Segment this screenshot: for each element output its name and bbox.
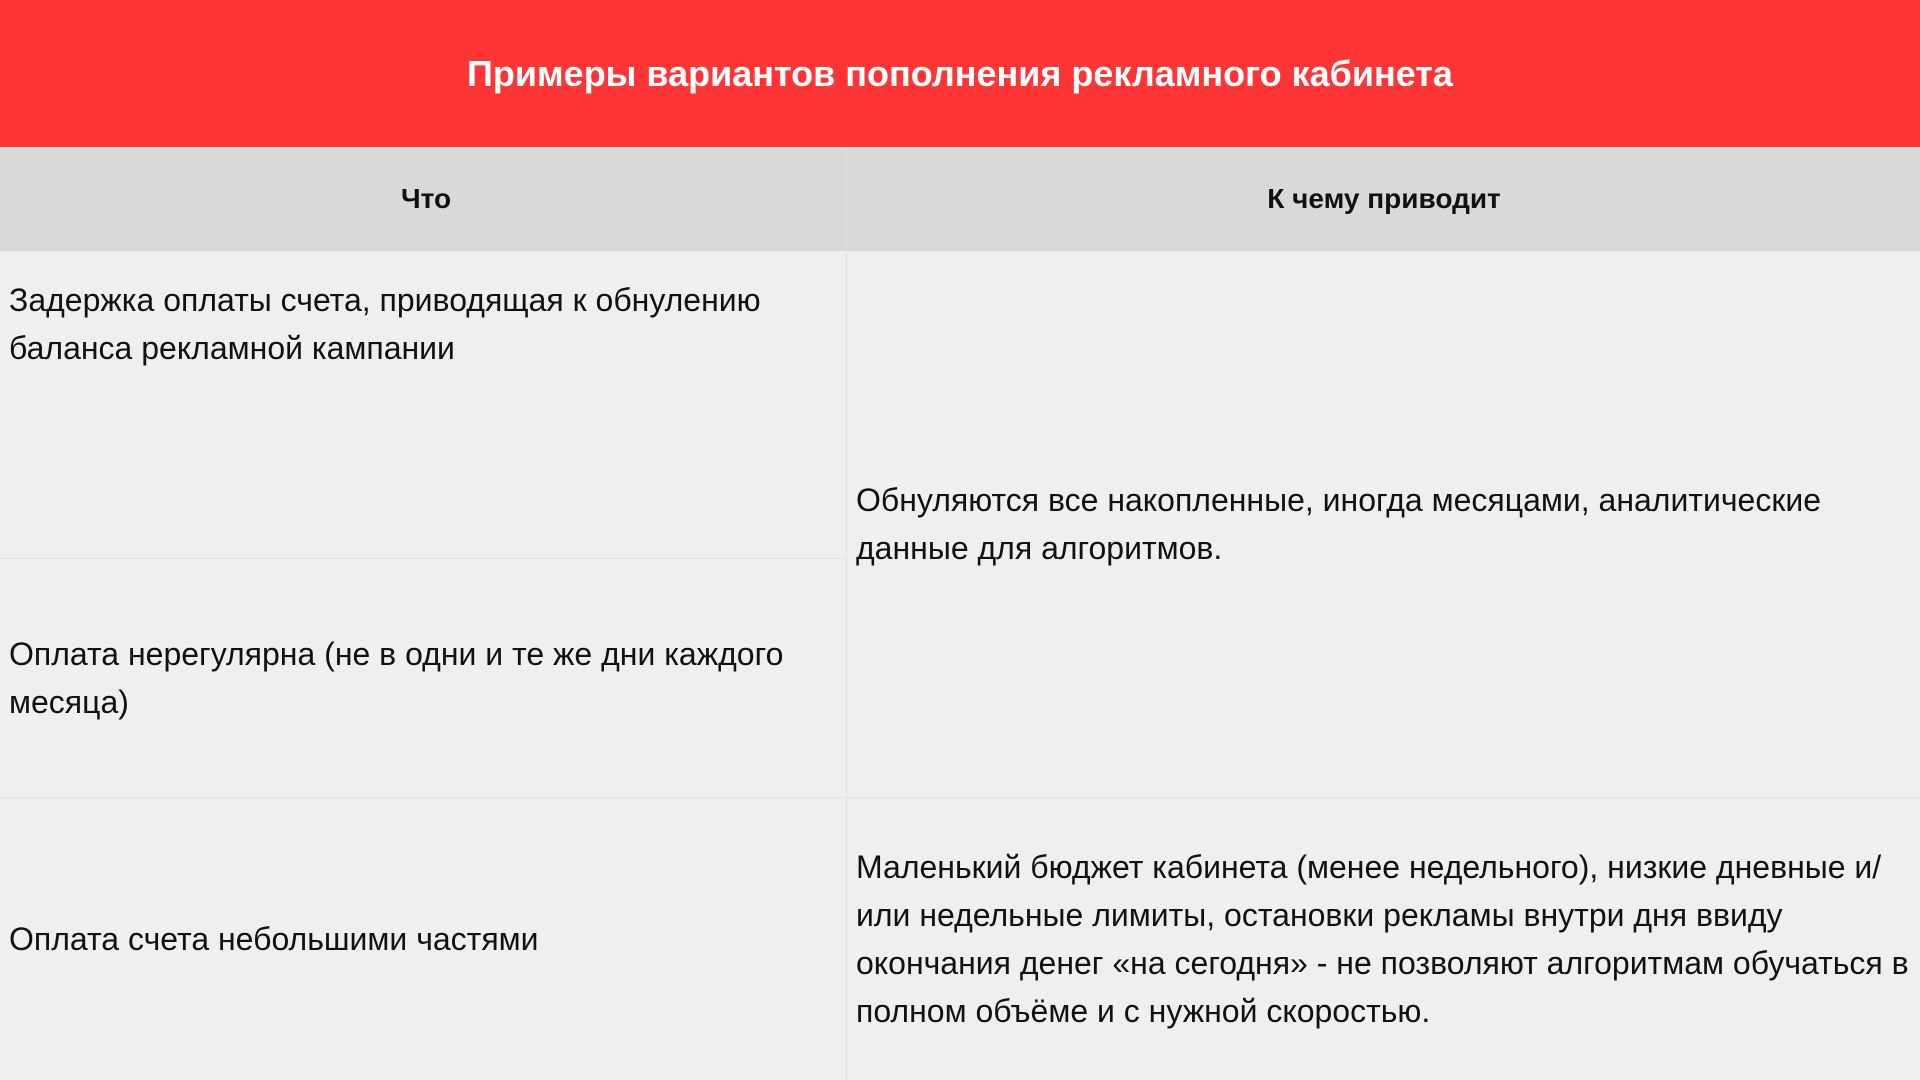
table-cell-what-1: Задержка оплаты счета, приводящая к обнулению баланса рекламной кампании (0, 251, 847, 558)
row-divider (0, 797, 1920, 798)
table-cell-what-3: Оплата счета небольшими частями (0, 797, 847, 1080)
table-title: Примеры вариантов пополнения рекламного кабинета (0, 0, 1920, 147)
column-header-result: К чему приводит (847, 147, 1920, 251)
table-cell-what-2: Оплата нерегулярна (не в одни и те же дни каждого месяца) (0, 558, 847, 797)
row-divider (0, 558, 847, 559)
table-cell-result-2: Маленький бюджет кабинета (менее недельного), низкие дневные и/ или недельные лимиты, остановки рекламы внутри дня ввиду окончания денег «на сегодня» - не позволяют алгоритмам обучаться в полном объёме и с нужной скоростью. (847, 797, 1920, 1080)
table-cell-result-1: Обнуляются все накопленные, иногда месяцами, аналитические данные для алгоритмов. (847, 251, 1920, 797)
column-divider (846, 147, 847, 1080)
column-header-what: Что (0, 147, 847, 251)
